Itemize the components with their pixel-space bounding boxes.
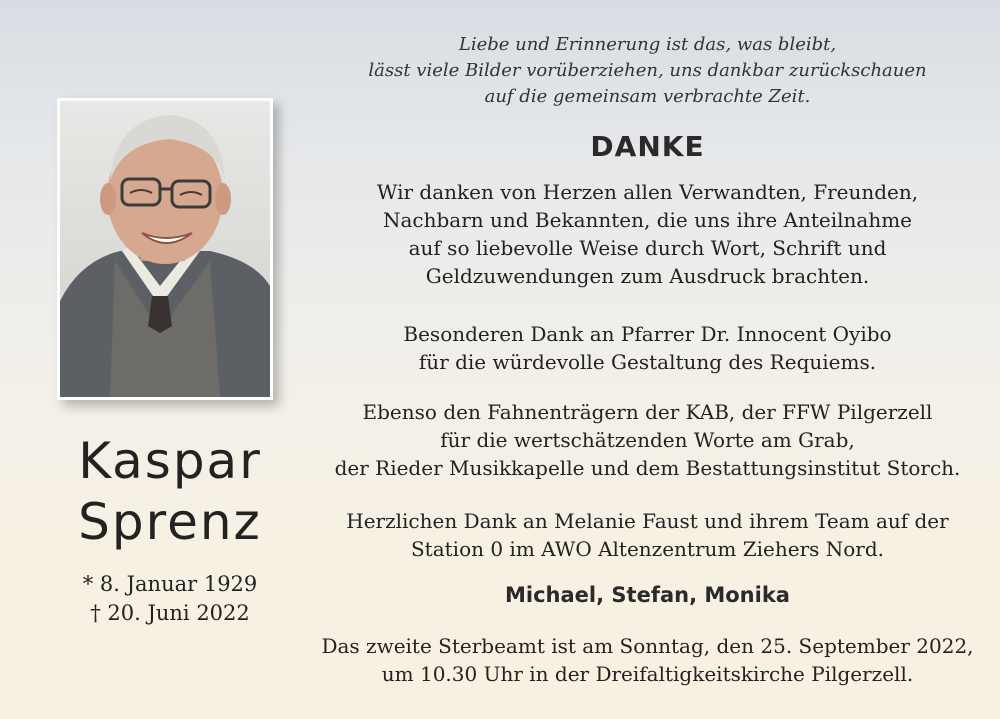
thanks-paragraph-priest <box>300 320 995 376</box>
paragraph-line: auf so liebevolle Weise durch Wort, Schrift und <box>408 236 887 260</box>
paragraph-line: für die wertschätzenden Worte am Grab, <box>440 428 855 452</box>
thanks-paragraph-associations <box>300 398 995 482</box>
service-line: Das zweite Sterbeamt ist am Sonntag, den 25. September 2022, <box>321 634 974 658</box>
portrait-photo <box>57 98 273 400</box>
portrait-image <box>60 101 270 397</box>
deceased-first-name: Kaspar <box>78 432 262 490</box>
paragraph-line: Wir danken von Herzen allen Verwandten, Freunden, <box>376 180 919 204</box>
thanks-paragraph-care-team <box>300 507 995 563</box>
quote-line: Liebe und Erinnerung ist das, was bleibt, <box>458 34 837 55</box>
paragraph-line: Ebenso den Fahnenträgern der KAB, der FFW Pilgerzell <box>362 400 933 424</box>
memorial-service-notice <box>300 632 995 688</box>
deceased-last-name: Sprenz <box>78 493 262 551</box>
memorial-quote <box>300 32 995 110</box>
thanks-paragraph-relatives <box>300 178 995 290</box>
paragraph-line: Nachbarn und Bekannten, die uns ihre Anteilnahme <box>382 208 913 232</box>
quote-line: lässt viele Bilder vorüberziehen, uns dankbar zurückschauen <box>368 60 927 81</box>
family-signers: Michael, Stefan, Monika <box>505 583 790 607</box>
service-line: um 10.30 Uhr in der Dreifaltigkeitskirche Pilgerzell. <box>381 662 914 686</box>
danke-heading: DANKE <box>590 130 705 163</box>
death-date: † 20. Juni 2022 <box>90 601 250 625</box>
paragraph-line: Station 0 im AWO Altenzentrum Ziehers Nord. <box>410 537 885 561</box>
paragraph-line: für die würdevolle Gestaltung des Requiems. <box>418 350 877 374</box>
paragraph-line: Geldzuwendungen zum Ausdruck brachten. <box>425 264 870 288</box>
birth-date: * 8. Januar 1929 <box>82 572 258 596</box>
quote-line: auf die gemeinsam verbrachte Zeit. <box>484 86 811 107</box>
paragraph-line: der Rieder Musikkapelle und dem Bestattungsinstitut Storch. <box>334 456 961 480</box>
paragraph-line: Besonderen Dank an Pfarrer Dr. Innocent Oyibo <box>403 322 892 346</box>
paragraph-line: Herzlichen Dank an Melanie Faust und ihrem Team auf der <box>346 509 949 533</box>
